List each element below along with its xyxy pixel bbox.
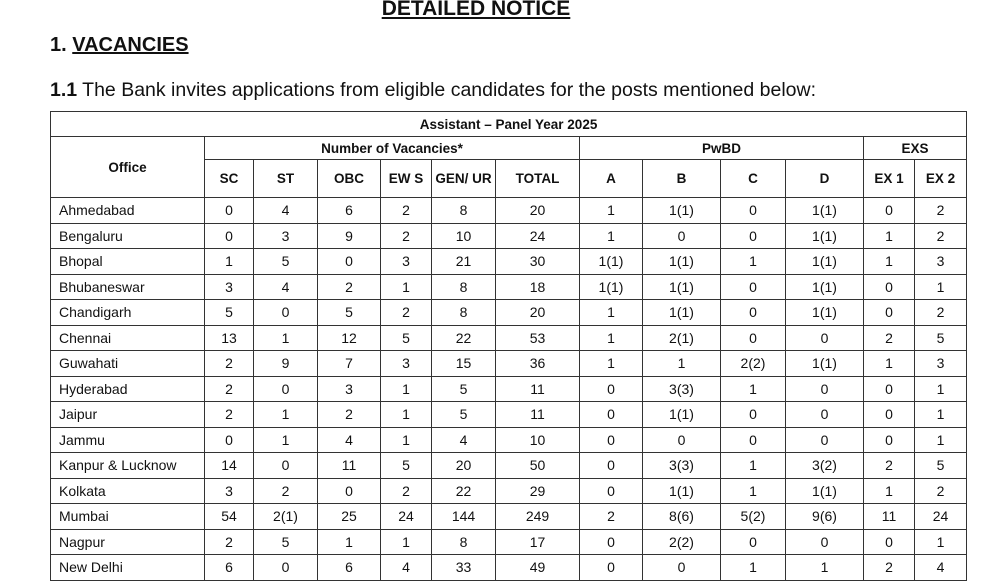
exs-group-header: EXS — [864, 137, 967, 160]
value-cell: 3 — [205, 478, 254, 504]
value-cell: 1(1) — [786, 198, 864, 224]
value-cell: 4 — [254, 198, 318, 224]
table-row — [51, 300, 967, 326]
value-cell: 4 — [318, 427, 381, 453]
office-name-cell: Kolkata — [51, 478, 205, 504]
value-cell: 1 — [580, 351, 643, 377]
value-cell: 0 — [786, 376, 864, 402]
column-header: C — [721, 160, 786, 198]
value-cell: 0 — [721, 198, 786, 224]
value-cell: 3(3) — [643, 376, 721, 402]
value-cell: 0 — [580, 376, 643, 402]
value-cell: 0 — [864, 529, 915, 555]
value-cell: 2 — [205, 529, 254, 555]
value-cell: 0 — [721, 427, 786, 453]
value-cell: 0 — [318, 478, 381, 504]
value-cell: 1(1) — [643, 478, 721, 504]
value-cell: 22 — [432, 325, 496, 351]
value-cell: 0 — [580, 453, 643, 479]
value-cell: 1 — [915, 427, 967, 453]
table-row — [51, 402, 967, 428]
column-header: D — [786, 160, 864, 198]
value-cell: 3 — [318, 376, 381, 402]
value-cell: 10 — [432, 223, 496, 249]
value-cell: 4 — [254, 274, 318, 300]
value-cell: 5 — [915, 325, 967, 351]
value-cell: 0 — [254, 453, 318, 479]
intro-number: 1.1 — [50, 79, 78, 101]
value-cell: 20 — [496, 198, 580, 224]
value-cell: 14 — [205, 453, 254, 479]
value-cell: 1 — [721, 453, 786, 479]
value-cell: 1 — [254, 402, 318, 428]
value-cell: 0 — [205, 223, 254, 249]
value-cell: 11 — [496, 376, 580, 402]
value-cell: 3 — [915, 249, 967, 275]
table-row — [51, 223, 967, 249]
value-cell: 1 — [254, 325, 318, 351]
office-name-cell: Bengaluru — [51, 223, 205, 249]
table-row — [51, 274, 967, 300]
value-cell: 2 — [381, 223, 432, 249]
value-cell: 0 — [721, 223, 786, 249]
value-cell: 5 — [205, 300, 254, 326]
value-cell: 0 — [721, 325, 786, 351]
value-cell: 24 — [496, 223, 580, 249]
office-name-cell: Ahmedabad — [51, 198, 205, 224]
value-cell: 5 — [381, 453, 432, 479]
value-cell: 0 — [318, 249, 381, 275]
value-cell: 1 — [915, 274, 967, 300]
value-cell: 3(3) — [643, 453, 721, 479]
value-cell: 0 — [864, 402, 915, 428]
value-cell: 18 — [496, 274, 580, 300]
value-cell: 1 — [786, 555, 864, 581]
value-cell: 0 — [580, 427, 643, 453]
value-cell: 0 — [254, 300, 318, 326]
value-cell: 1 — [643, 351, 721, 377]
table-row — [51, 249, 967, 275]
value-cell: 13 — [205, 325, 254, 351]
value-cell: 12 — [318, 325, 381, 351]
value-cell: 2 — [254, 478, 318, 504]
value-cell: 3 — [915, 351, 967, 377]
value-cell: 2(1) — [643, 325, 721, 351]
section-title: VACANCIES — [72, 34, 189, 56]
column-header: ST — [254, 160, 318, 198]
value-cell: 17 — [496, 529, 580, 555]
value-cell: 2 — [205, 402, 254, 428]
value-cell: 5 — [254, 529, 318, 555]
value-cell: 2 — [915, 223, 967, 249]
table-row — [51, 529, 967, 555]
value-cell: 0 — [721, 274, 786, 300]
value-cell: 3 — [381, 351, 432, 377]
office-name-cell: Chennai — [51, 325, 205, 351]
office-name-cell: Mumbai — [51, 504, 205, 530]
value-cell: 1 — [205, 249, 254, 275]
value-cell: 2 — [381, 478, 432, 504]
office-name-cell: Kanpur & Lucknow — [51, 453, 205, 479]
value-cell: 6 — [205, 555, 254, 581]
value-cell: 1(1) — [786, 300, 864, 326]
value-cell: 1 — [915, 376, 967, 402]
value-cell: 21 — [432, 249, 496, 275]
value-cell: 10 — [496, 427, 580, 453]
value-cell: 1 — [580, 223, 643, 249]
value-cell: 1 — [318, 529, 381, 555]
value-cell: 9 — [318, 223, 381, 249]
value-cell: 3 — [205, 274, 254, 300]
value-cell: 1(1) — [580, 249, 643, 275]
column-header: TOTAL — [496, 160, 580, 198]
value-cell: 8 — [432, 274, 496, 300]
value-cell: 0 — [205, 427, 254, 453]
value-cell: 1(1) — [643, 300, 721, 326]
value-cell: 1 — [721, 555, 786, 581]
value-cell: 0 — [786, 427, 864, 453]
table-caption: Assistant – Panel Year 2025 — [51, 112, 967, 137]
value-cell: 1(1) — [786, 274, 864, 300]
office-name-cell: Jaipur — [51, 402, 205, 428]
value-cell: 1 — [915, 529, 967, 555]
value-cell: 3(2) — [786, 453, 864, 479]
table-row — [51, 325, 967, 351]
value-cell: 1 — [864, 478, 915, 504]
column-header: GEN/ UR — [432, 160, 496, 198]
intro-paragraph — [50, 79, 816, 102]
value-cell: 6 — [318, 555, 381, 581]
table-row — [51, 198, 967, 224]
value-cell: 0 — [864, 427, 915, 453]
office-name-cell: Bhubaneswar — [51, 274, 205, 300]
value-cell: 22 — [432, 478, 496, 504]
value-cell: 1 — [580, 198, 643, 224]
value-cell: 8 — [432, 529, 496, 555]
value-cell: 1(1) — [643, 274, 721, 300]
table-row — [51, 351, 967, 377]
section-number: 1. — [50, 34, 67, 56]
office-name-cell: Guwahati — [51, 351, 205, 377]
value-cell: 1(1) — [643, 402, 721, 428]
value-cell: 2 — [864, 453, 915, 479]
intro-text: The Bank invites applications from eligible candidates for the posts mentioned below: — [77, 79, 817, 101]
column-header: EW S — [381, 160, 432, 198]
value-cell: 49 — [496, 555, 580, 581]
value-cell: 1(1) — [786, 351, 864, 377]
value-cell: 4 — [432, 427, 496, 453]
table-row — [51, 504, 967, 530]
value-cell: 5 — [432, 402, 496, 428]
value-cell: 1 — [381, 427, 432, 453]
column-header: A — [580, 160, 643, 198]
value-cell: 5 — [915, 453, 967, 479]
value-cell: 2(2) — [643, 529, 721, 555]
office-name-cell: Hyderabad — [51, 376, 205, 402]
value-cell: 20 — [496, 300, 580, 326]
value-cell: 144 — [432, 504, 496, 530]
value-cell: 2 — [205, 376, 254, 402]
value-cell: 0 — [580, 402, 643, 428]
value-cell: 9(6) — [786, 504, 864, 530]
value-cell: 50 — [496, 453, 580, 479]
column-header: EX 1 — [864, 160, 915, 198]
vacancies-group-header: Number of Vacancies* — [205, 137, 580, 160]
value-cell: 1 — [381, 376, 432, 402]
value-cell: 11 — [318, 453, 381, 479]
value-cell: 0 — [580, 478, 643, 504]
value-cell: 1 — [381, 274, 432, 300]
pwbd-group-header: PwBD — [580, 137, 864, 160]
value-cell: 11 — [496, 402, 580, 428]
table-row — [51, 478, 967, 504]
column-header: OBC — [318, 160, 381, 198]
table-row — [51, 453, 967, 479]
value-cell: 0 — [580, 529, 643, 555]
value-cell: 3 — [254, 223, 318, 249]
column-header: B — [643, 160, 721, 198]
value-cell: 5 — [254, 249, 318, 275]
value-cell: 2(1) — [254, 504, 318, 530]
value-cell: 2(2) — [721, 351, 786, 377]
value-cell: 54 — [205, 504, 254, 530]
value-cell: 249 — [496, 504, 580, 530]
column-header: SC — [205, 160, 254, 198]
value-cell: 0 — [864, 274, 915, 300]
value-cell: 1 — [915, 402, 967, 428]
value-cell: 9 — [254, 351, 318, 377]
value-cell: 2 — [318, 402, 381, 428]
value-cell: 1 — [864, 223, 915, 249]
value-cell: 1 — [254, 427, 318, 453]
value-cell: 20 — [432, 453, 496, 479]
value-cell: 3 — [381, 249, 432, 275]
value-cell: 0 — [721, 529, 786, 555]
value-cell: 4 — [915, 555, 967, 581]
value-cell: 30 — [496, 249, 580, 275]
value-cell: 25 — [318, 504, 381, 530]
value-cell: 0 — [721, 300, 786, 326]
value-cell: 0 — [864, 300, 915, 326]
value-cell: 2 — [864, 555, 915, 581]
value-cell: 5 — [432, 376, 496, 402]
value-cell: 1(1) — [643, 198, 721, 224]
page-title: DETAILED NOTICE — [381, 0, 571, 20]
value-cell: 2 — [915, 478, 967, 504]
value-cell: 8 — [432, 300, 496, 326]
vacancy-table — [50, 111, 967, 581]
value-cell: 7 — [318, 351, 381, 377]
value-cell: 0 — [864, 376, 915, 402]
office-name-cell: New Delhi — [51, 555, 205, 581]
office-name-cell: Jammu — [51, 427, 205, 453]
value-cell: 1(1) — [786, 249, 864, 275]
value-cell: 0 — [643, 427, 721, 453]
value-cell: 1 — [721, 376, 786, 402]
value-cell: 0 — [254, 376, 318, 402]
value-cell: 24 — [381, 504, 432, 530]
value-cell: 53 — [496, 325, 580, 351]
value-cell: 2 — [915, 198, 967, 224]
office-header: Office — [51, 137, 205, 198]
value-cell: 29 — [496, 478, 580, 504]
value-cell: 11 — [864, 504, 915, 530]
value-cell: 0 — [643, 223, 721, 249]
value-cell: 36 — [496, 351, 580, 377]
value-cell: 2 — [318, 274, 381, 300]
value-cell: 1 — [580, 325, 643, 351]
value-cell: 0 — [580, 555, 643, 581]
value-cell: 24 — [915, 504, 967, 530]
value-cell: 0 — [643, 555, 721, 581]
value-cell: 1 — [381, 402, 432, 428]
office-name-cell: Chandigarh — [51, 300, 205, 326]
table-row — [51, 427, 967, 453]
office-name-cell: Nagpur — [51, 529, 205, 555]
value-cell: 5 — [318, 300, 381, 326]
value-cell: 0 — [205, 198, 254, 224]
value-cell: 2 — [864, 325, 915, 351]
value-cell: 0 — [864, 198, 915, 224]
value-cell: 1 — [721, 478, 786, 504]
section-heading — [50, 34, 189, 57]
value-cell: 2 — [381, 198, 432, 224]
value-cell: 8(6) — [643, 504, 721, 530]
table-row — [51, 555, 967, 581]
value-cell: 33 — [432, 555, 496, 581]
value-cell: 1 — [580, 300, 643, 326]
value-cell: 2 — [381, 300, 432, 326]
value-cell: 2 — [580, 504, 643, 530]
value-cell: 1(1) — [786, 478, 864, 504]
value-cell: 0 — [254, 555, 318, 581]
value-cell: 4 — [381, 555, 432, 581]
value-cell: 1 — [864, 351, 915, 377]
value-cell: 5 — [381, 325, 432, 351]
value-cell: 2 — [915, 300, 967, 326]
value-cell: 1 — [864, 249, 915, 275]
value-cell: 1 — [381, 529, 432, 555]
value-cell: 0 — [786, 325, 864, 351]
value-cell: 0 — [786, 529, 864, 555]
value-cell: 0 — [786, 402, 864, 428]
value-cell: 1(1) — [786, 223, 864, 249]
value-cell: 1 — [721, 249, 786, 275]
value-cell: 6 — [318, 198, 381, 224]
value-cell: 1(1) — [643, 249, 721, 275]
value-cell: 0 — [721, 402, 786, 428]
table-row — [51, 376, 967, 402]
value-cell: 2 — [205, 351, 254, 377]
value-cell: 1(1) — [580, 274, 643, 300]
column-header: EX 2 — [915, 160, 967, 198]
value-cell: 5(2) — [721, 504, 786, 530]
value-cell: 15 — [432, 351, 496, 377]
value-cell: 8 — [432, 198, 496, 224]
office-name-cell: Bhopal — [51, 249, 205, 275]
